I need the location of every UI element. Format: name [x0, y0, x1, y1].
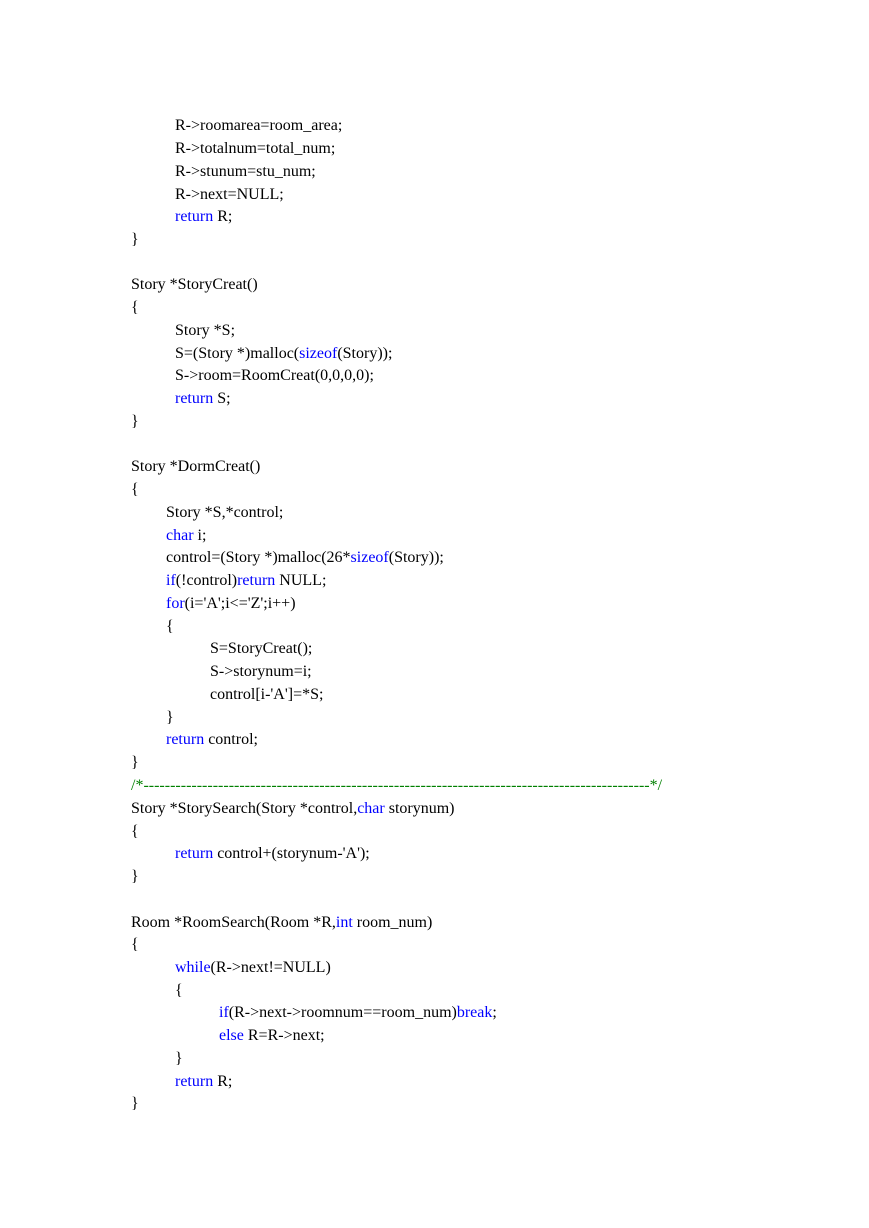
- code-text: Story *S,*control;: [166, 504, 284, 521]
- code-text: control+(storynum-'A');: [213, 845, 370, 862]
- code-text: S;: [213, 390, 231, 407]
- code-line: [175, 958, 331, 978]
- code-text: R=R->next;: [243, 1027, 325, 1044]
- code-keyword: return: [166, 731, 205, 748]
- code-line: [175, 1049, 183, 1069]
- code-comment: /*-----------------------------------------------------------------------------------------------*/: [131, 777, 663, 794]
- code-keyword: char: [166, 527, 194, 544]
- code-line: [131, 1094, 139, 1114]
- code-line: [219, 1026, 325, 1046]
- code-keyword: sizeof: [350, 549, 389, 566]
- code-keyword: for: [166, 595, 185, 612]
- code-keyword: return: [175, 845, 214, 862]
- code-line: [175, 207, 232, 227]
- code-text: {: [131, 481, 139, 498]
- code-text: room_num): [352, 914, 433, 931]
- code-text: control;: [204, 731, 258, 748]
- code-line: [175, 139, 335, 159]
- code-keyword: else: [219, 1027, 244, 1044]
- code-text: (i='A';i<='Z';i++): [184, 595, 296, 612]
- code-text: }: [166, 709, 174, 726]
- code-text: S=StoryCreat();: [210, 640, 313, 657]
- code-text: i;: [193, 527, 207, 544]
- code-keyword: int: [335, 914, 353, 931]
- code-text: {: [175, 982, 183, 999]
- code-line: [131, 412, 139, 432]
- code-line: [131, 753, 139, 773]
- code-keyword: sizeof: [299, 345, 338, 362]
- code-line: [175, 844, 370, 864]
- code-line: [131, 822, 139, 842]
- code-text: }: [131, 868, 139, 885]
- code-text: R;: [213, 1073, 233, 1090]
- code-keyword: return: [175, 1073, 214, 1090]
- code-line: [175, 389, 231, 409]
- code-text: S=(Story *)malloc(: [175, 345, 300, 362]
- code-line: [175, 366, 374, 386]
- code-text: R->totalnum=total_num;: [175, 140, 336, 157]
- code-line: [166, 526, 206, 546]
- code-text: (Story));: [337, 345, 393, 362]
- code-text: }: [131, 754, 139, 771]
- code-text: {: [166, 618, 174, 635]
- code-text: (Story));: [388, 549, 444, 566]
- code-line: [131, 480, 139, 500]
- code-line: [219, 1003, 497, 1023]
- code-line: [175, 321, 235, 341]
- code-text: Story *S;: [175, 322, 236, 339]
- code-text: Room *RoomSearch(Room *R,: [131, 914, 336, 931]
- code-text: Story *DormCreat(): [131, 458, 261, 475]
- code-text: (R->next!=NULL): [210, 959, 331, 976]
- code-text: {: [131, 299, 139, 316]
- code-text: {: [131, 823, 139, 840]
- code-text: {: [131, 936, 139, 953]
- code-keyword: if: [166, 572, 176, 589]
- code-text: }: [175, 1050, 183, 1067]
- code-line: [175, 185, 284, 205]
- code-text: storynum): [384, 800, 455, 817]
- code-keyword: if: [219, 1004, 229, 1021]
- code-line: [131, 799, 455, 819]
- code-text: NULL;: [275, 572, 327, 589]
- code-text: R->stunum=stu_num;: [175, 163, 316, 180]
- code-line: [210, 639, 312, 659]
- code-line: [166, 594, 296, 614]
- code-line: [131, 230, 139, 250]
- code-text: Story *StorySearch(Story *control,: [131, 800, 358, 817]
- code-line: [131, 935, 139, 955]
- code-text: ;: [492, 1004, 497, 1021]
- code-line: [166, 617, 174, 637]
- code-line: [166, 730, 258, 750]
- code-keyword: while: [175, 959, 211, 976]
- code-line: [210, 685, 323, 705]
- code-line: [131, 275, 258, 295]
- code-line: [175, 162, 316, 182]
- code-line: [131, 776, 662, 796]
- code-text: S->room=RoomCreat(0,0,0,0);: [175, 367, 374, 384]
- code-text: }: [131, 231, 139, 248]
- code-line: [210, 662, 312, 682]
- code-text: R->roomarea=room_area;: [175, 117, 343, 134]
- code-line: [131, 298, 139, 318]
- code-text: R;: [213, 208, 233, 225]
- code-line: [166, 571, 326, 591]
- code-text: S->storynum=i;: [210, 663, 312, 680]
- code-line: [175, 116, 342, 136]
- code-text: control[i-'A']=*S;: [210, 686, 324, 703]
- code-line: [166, 503, 283, 523]
- code-keyword: break: [456, 1004, 493, 1021]
- code-line: [175, 344, 392, 364]
- code-text: }: [131, 1095, 139, 1112]
- code-text: control=(Story *)malloc(26*: [166, 549, 351, 566]
- code-text: (!control): [175, 572, 238, 589]
- code-line: [166, 548, 444, 568]
- code-line: [131, 457, 260, 477]
- code-text: Story *StoryCreat(): [131, 276, 258, 293]
- code-line: [175, 1072, 232, 1092]
- code-text: }: [131, 413, 139, 430]
- code-keyword: return: [237, 572, 276, 589]
- code-line: [175, 981, 183, 1001]
- code-keyword: return: [175, 208, 214, 225]
- code-text: (R->next->roomnum==room_num): [228, 1004, 457, 1021]
- code-line: [131, 867, 139, 887]
- code-keyword: char: [357, 800, 385, 817]
- code-text: R->next=NULL;: [175, 186, 284, 203]
- code-keyword: return: [175, 390, 214, 407]
- code-line: [166, 708, 174, 728]
- code-line: [131, 913, 432, 933]
